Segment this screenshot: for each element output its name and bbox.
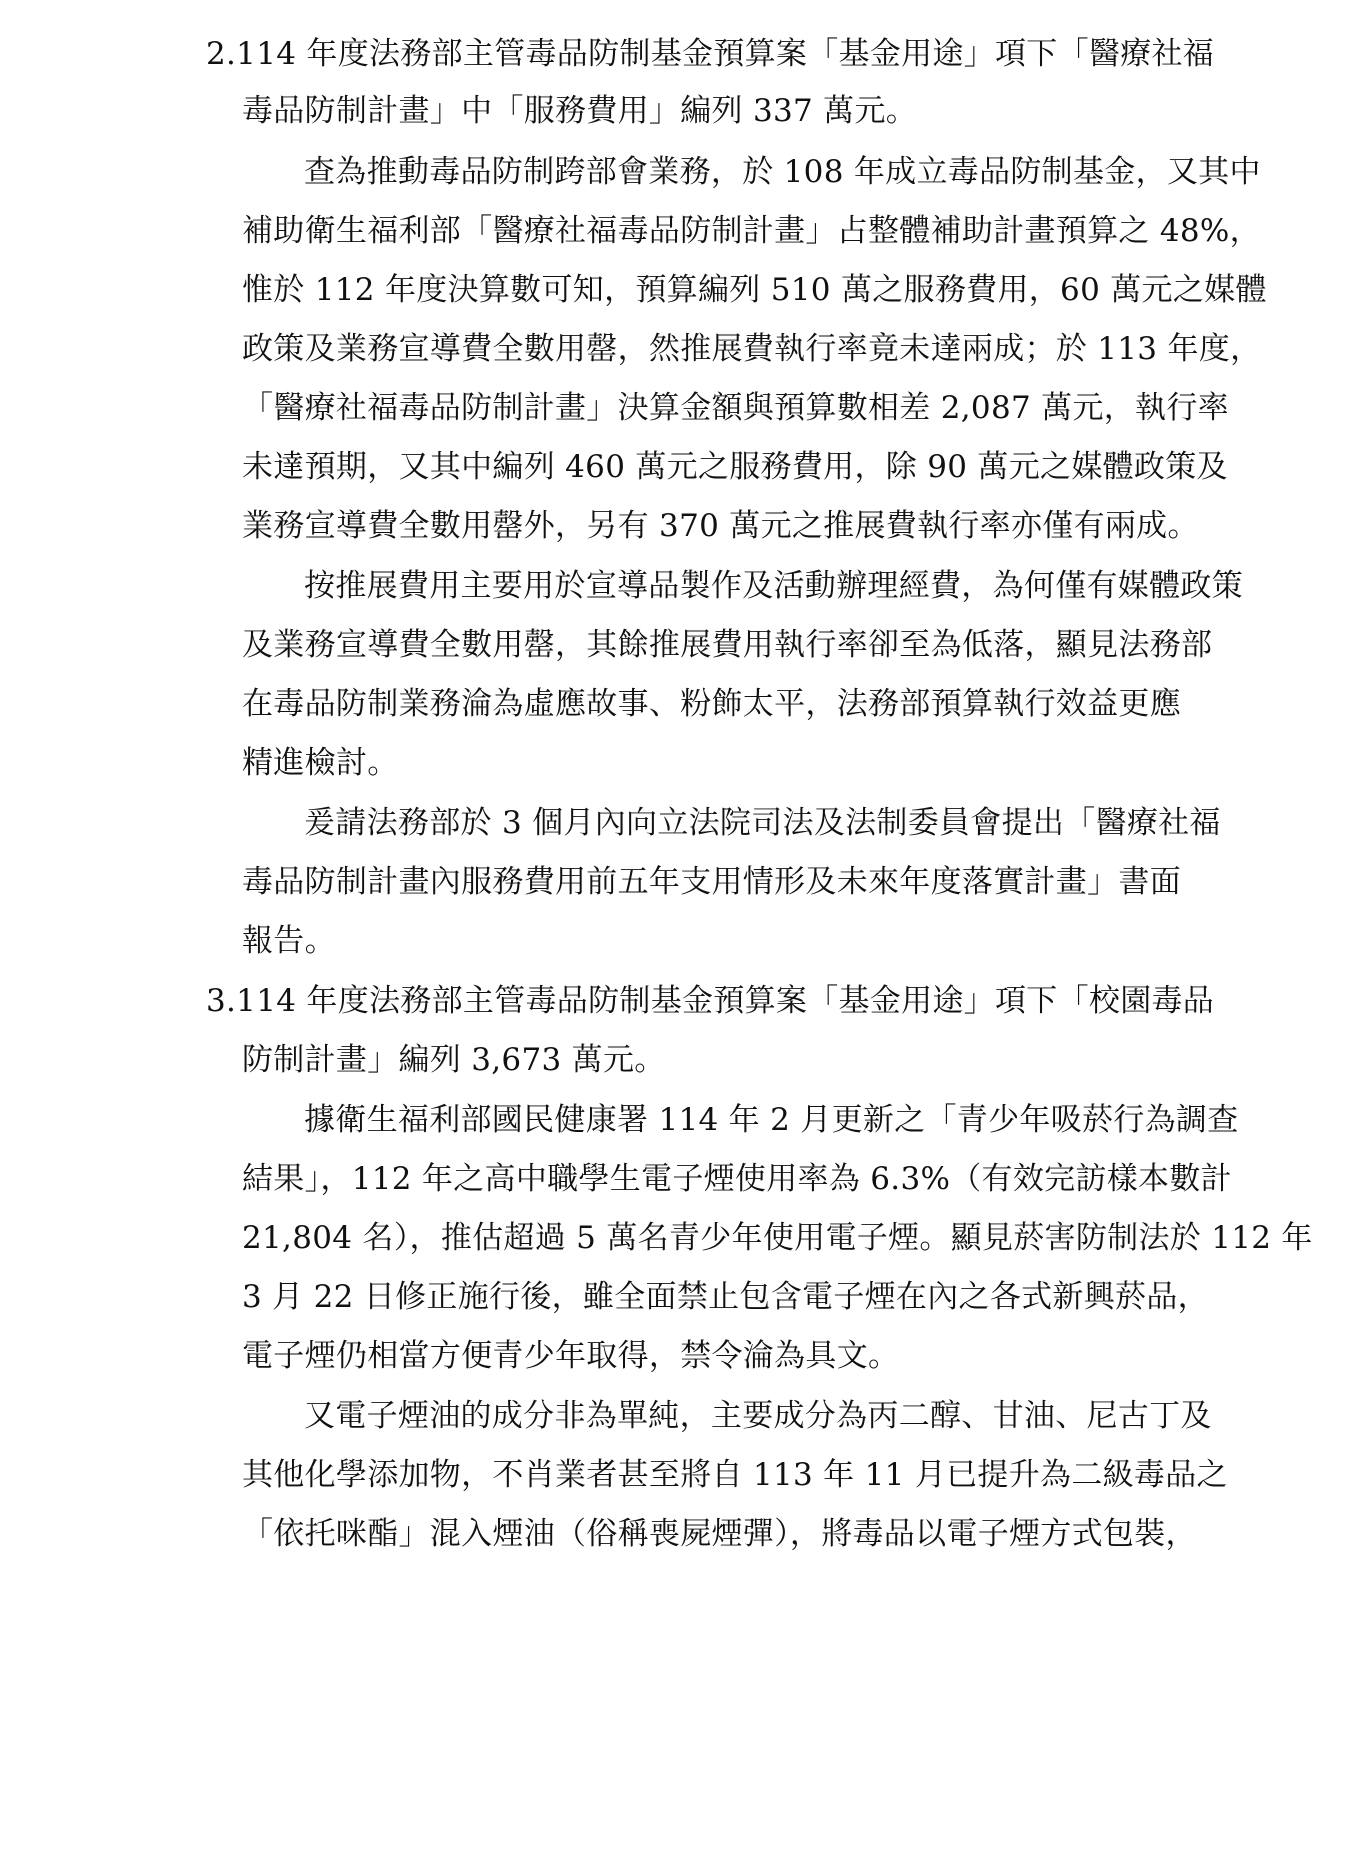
- item2-p3-line1: 爰請法務部於 3 個月內向立法院司法及法制委員會提出「醫療社福: [304, 805, 1221, 841]
- item2-heading-line1: 2.114 年度法務部主管毒品防制基金預算案「基金用途」項下「醫療社福: [206, 36, 1215, 72]
- item3-heading-line1: 3.114 年度法務部主管毒品防制基金預算案「基金用途」項下「校園毒品: [206, 983, 1215, 1019]
- item2-p2-line4: 精進檢討。: [242, 745, 399, 781]
- item3-p1-line5: 電子煙仍相當方便青少年取得，禁令淪為具文。: [242, 1338, 900, 1374]
- item3-p1-line1: 據衛生福利部國民健康署 114 年 2 月更新之「青少年吸菸行為調查: [304, 1102, 1239, 1138]
- item2-p1-line3: 惟於 112 年度決算數可知，預算編列 510 萬之服務費用，60 萬元之媒體: [242, 272, 1267, 308]
- item3-heading-line2: 防制計畫」編列 3,673 萬元。: [242, 1042, 666, 1078]
- item2-p1-line6: 未達預期，又其中編列 460 萬元之服務費用，除 90 萬元之媒體政策及: [242, 449, 1228, 485]
- item3-p2-line3: 「依托咪酯」混入煙油（俗稱喪屍煙彈），將毒品以電子煙方式包裝，: [242, 1516, 1197, 1552]
- item2-p2-line3: 在毒品防制業務淪為虛應故事、粉飾太平，法務部預算執行效益更應: [242, 686, 1181, 722]
- item3-p1-line3: 21,804 名），推估超過 5 萬名青少年使用電子煙。顯見菸害防制法於 112 年: [242, 1220, 1313, 1256]
- item3-p2-line1: 又電子煙油的成分非為單純，主要成分為丙二醇、甘油、尼古丁及: [304, 1398, 1212, 1434]
- item2-p2-line2: 及業務宣導費全數用罄，其餘推展費用執行率卻至為低落，顯見法務部: [242, 627, 1213, 663]
- item2-p2-line1: 按推展費用主要用於宣導品製作及活動辦理經費，為何僅有媒體政策: [304, 568, 1243, 604]
- item2-p3-line2: 毒品防制計畫內服務費用前五年支用情形及未來年度落實計畫」書面: [242, 864, 1181, 900]
- item3-p2-line2: 其他化學添加物，不肖業者甚至將自 113 年 11 月已提升為二級毒品之: [242, 1457, 1228, 1493]
- item2-p1-line1: 查為推動毒品防制跨部會業務，於 108 年成立毒品防制基金，又其中: [304, 154, 1261, 190]
- item2-p1-line5: 「醫療社福毒品防制計畫」決算金額與預算數相差 2,087 萬元，執行率: [242, 390, 1229, 426]
- item2-p1-line4: 政策及業務宣導費全數用罄，然推展費執行率竟未達兩成；於 113 年度，: [242, 331, 1262, 367]
- item3-p1-line2: 結果」，112 年之高中職學生電子煙使用率為 6.3%（有效完訪樣本數計: [242, 1161, 1232, 1197]
- item2-p1-line7: 業務宣導費全數用罄外，另有 370 萬元之推展費執行率亦僅有兩成。: [242, 508, 1199, 544]
- item3-p1-line4: 3 月 22 日修正施行後，雖全面禁止包含電子煙在內之各式新興菸品，: [242, 1279, 1209, 1315]
- item2-p1-line2: 補助衛生福利部「醫療社福毒品防制計畫」占整體補助計畫預算之 48%，: [242, 213, 1261, 249]
- item2-p3-line3: 報告。: [242, 923, 336, 959]
- item2-heading-line2: 毒品防制計畫」中「服務費用」編列 337 萬元。: [242, 93, 918, 129]
